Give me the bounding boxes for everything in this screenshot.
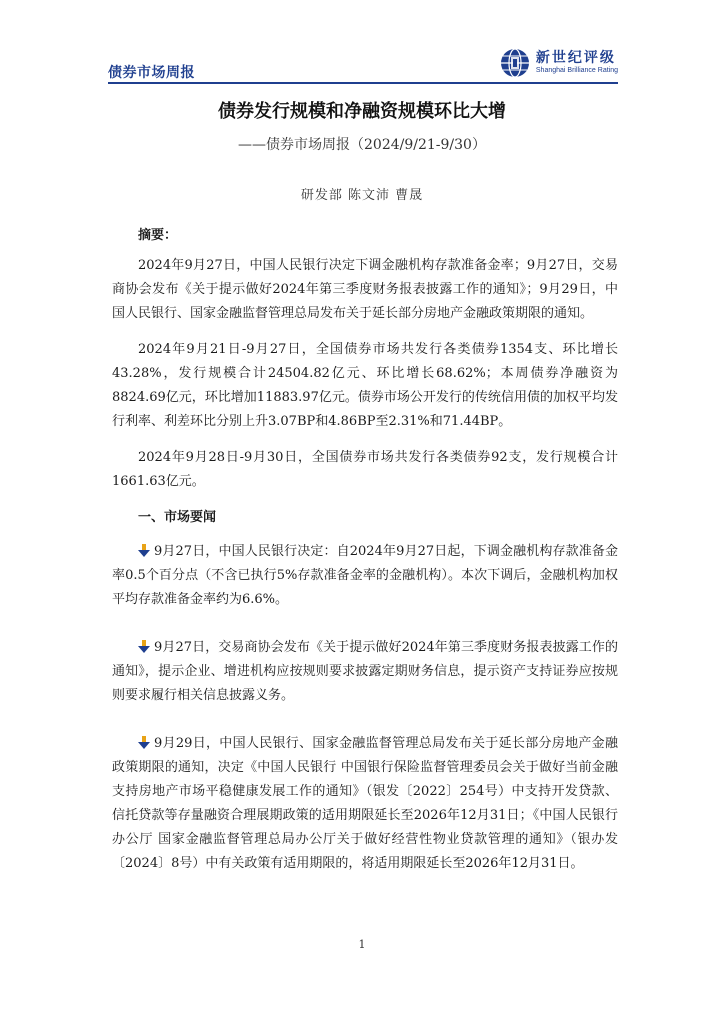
news-item <box>112 540 618 612</box>
arrow-bullet-icon <box>138 544 150 557</box>
document-subtitle: ——债券市场周报（2024/9/21-9/30） <box>238 137 486 153</box>
abstract-paragraph: 2024年9月27日，中国人民银行决定下调金融机构存款准备金率；9月27日，交易商协会发布《关于提示做好2024年第三季度财务报表披露工作的通知》；9月29日，中国人民银行、国家金融监督管理总局发布关于延长部分房地产金融政策期限的通知。 <box>112 258 618 321</box>
brand-logo <box>500 46 618 80</box>
news-item <box>112 636 618 708</box>
news-item-text: 9月27日，交易商协会发布《关于提示做好2024年第三季度财务报表披露工作的通知》，提示企业、增进机构应按规则要求披露定期财务信息，提示资产支持证券应按规则要求履行相关信息披露义务。 <box>112 640 618 703</box>
abstract-paragraph: 2024年9月21日-9月27日，全国债券市场共发行各类债券1354支、环比增长43.28%，发行规模合计24504.82亿元、环比增长68.62%；本周债券净融资为8824.69亿元，环比增加11883.97亿元。债券市场公开发行的传统信用债的加权平均发行利率、利差环比分别上升3.07BP和4.86BP至2.31%和71.44BP。 <box>112 342 618 429</box>
abstract-label: 摘要： <box>138 228 178 243</box>
document-title: 债券发行规模和净融资规模环比大增 <box>218 101 506 122</box>
authors: 研发部 陈文沛 曹晟 <box>300 188 424 203</box>
arrow-bullet-icon <box>138 640 150 653</box>
section-heading: 一、市场要闻 <box>138 510 217 525</box>
globe-logo-icon <box>500 48 530 78</box>
page-number: 1 <box>358 938 366 951</box>
news-item-text: 9月29日，中国人民银行、国家金融监督管理总局发布关于延长部分房地产金融政策期限的通知，决定《中国人民银行 中国银行保险监督管理委员会关于做好当前金融支持房地产市场平稳健康发展工作的通知》（银发〔2022〕254号）中支持开发贷款、信托贷款等存量融资合理展期政策的适用期限延长至2026年12月31日；《中国人民银行办公厅 国家金融监督管理总局办公厅关于做好经营性物业贷款管理的通知》（银办发〔2024〕8号）中有关政策有适用期限的，将适用期限延长至2026年12月31日。 <box>112 736 618 871</box>
page-header <box>108 44 618 82</box>
header-title: 债券市场周报 <box>108 65 195 81</box>
news-item-text: 9月27日，中国人民银行决定：自2024年9月27日起，下调金融机构存款准备金率0.5个百分点（不含已执行5%存款准备金率的金融机构）。本次下调后，金融机构加权平均存款准备金率约为6.6%。 <box>112 544 618 607</box>
logo-chinese-name: 新世纪评级 <box>535 50 616 66</box>
abstract-paragraph: 2024年9月28日-9月30日，全国债券市场共发行各类债券92支，发行规模合计1661.63亿元。 <box>112 450 618 489</box>
arrow-bullet-icon <box>138 736 150 749</box>
news-item <box>112 732 618 876</box>
document-body <box>112 224 618 900</box>
logo-english-name: Shanghai Brilliance Rating <box>535 67 618 74</box>
header-divider <box>108 82 618 84</box>
